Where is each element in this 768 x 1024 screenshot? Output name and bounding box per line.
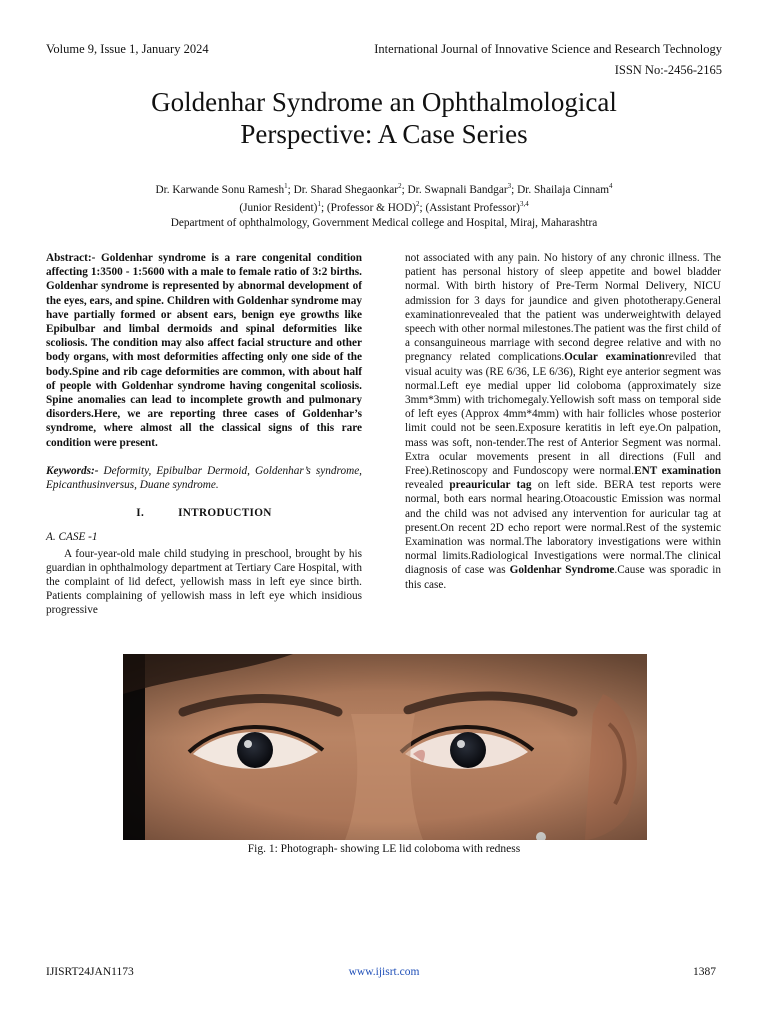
section-number: I. — [136, 507, 145, 520]
keywords-text: Deformity, Epibulbar Dermoid, Goldenhar’s syndrome, Epicanthusinversus, Duane syndrome. — [46, 464, 362, 492]
author-roles — [0, 197, 768, 215]
author-1: Dr. Karwande Sonu Ramesh — [155, 183, 285, 196]
author-2-sup: 2 — [398, 182, 402, 190]
title-line-2: Perspective: A Case Series — [240, 119, 528, 149]
eye-photo-illustration — [123, 654, 647, 840]
page-number: 1387 — [693, 966, 716, 978]
author-3: ; Dr. Swapnali Bandgar — [401, 183, 508, 196]
issn: ISSN No:-2456-2165 — [614, 63, 722, 77]
department: Department of ophthalmology, Government Medical college and Hospital, Miraj, Maharashtra — [170, 216, 598, 229]
rb-p4: on left side. BERA test reports were normal, both ears normal hearing.Otoacoustic Emission was normal and the child was not advised any intervention for auricular tag at present.On recent 2D echo report were normal.Rest of the systemic Examination was normal.The laboratory investigations were within normal limits.Radiological Investigations were normal.The clinical diagnosis of case was — [405, 479, 721, 577]
author-4-sup: 4 — [609, 182, 613, 190]
case-heading: A. CASE -1 — [46, 531, 98, 544]
section-title: INTRODUCTION — [178, 507, 272, 520]
left-column — [46, 251, 362, 618]
keywords — [46, 464, 362, 492]
journal-volume: Volume 9, Issue 1, January 2024 — [46, 42, 209, 56]
abstract: Abstract:- Goldenhar syndrome is a rare congenital condition affecting 1:3500 - 1:5600 with a male to female ratio of 3:2 births. Goldenhar syndrome is represented by abnormal development of the eyes, ears, and spine. Children with Goldenhar syndrome may have partially formed or absent ears, benign eye growths like Epibulbar and limbal dermoids and spinal deformities like scoliosis. The condition may also affect facial structure and other body organs, with most deformities affecting only one side of the body.Spine and rib cage deformities are common, with about half of people with Goldenhar syndrome having congenital scoliosis. Spine anomalies can lead to incomplete growth and pulmonary disorders.Here, we are reporting three cases of Goldenhar’s syndrome, where almost all the classical signs of this rare condition were present. — [46, 252, 362, 449]
rb-b4: Goldenhar Syndrome — [509, 564, 615, 577]
vignette — [123, 654, 647, 840]
article-id: IJISRT24JAN1173 — [46, 966, 134, 978]
author-1-sup: 1 — [284, 182, 288, 190]
rb-p2: reviled that visual acuity was (RE 6/36, LE 6/36), Right eye anterior segment was normal.Left eye medial upper lid coloboma (approximately size 3mm*3mm) with trichomegaly.Yellowish soft mass on temporal side of left eyes (Approx 4mm*4mm) with hair follicles whose posterior limit could not be seen.Exposure keratitis in left eye.On palpation, mass was soft, non-tender.The rest of Anterior Segment was normal. Extra ocular movements present in all directions (Full and Free).Retinoscopy and Fundoscopy were normal. — [405, 351, 721, 478]
right-column — [405, 251, 721, 592]
keywords-label: Keywords:- — [46, 464, 99, 477]
rb-b2: ENT examination — [634, 465, 721, 478]
role-3-sup: 3,4 — [519, 200, 529, 209]
role-1-sup: 1 — [317, 200, 321, 209]
role-1: (Junior Resident) — [239, 202, 318, 215]
author-4: ; Dr. Shailaja Cinnam — [511, 183, 610, 196]
figure-photograph — [123, 654, 647, 840]
author-3-sup: 3 — [507, 182, 512, 190]
author-2: ; Dr. Sharad Shegaonkar — [287, 183, 399, 196]
author-names — [0, 179, 768, 197]
paper-title — [0, 86, 768, 150]
section-heading — [46, 506, 362, 520]
role-2: ; (Professor & HOD) — [320, 202, 417, 215]
author-block — [0, 179, 768, 230]
case-body-right — [405, 251, 721, 592]
rb-p5: .Cause was sporadic in this case. — [405, 564, 721, 591]
journal-url-link[interactable]: www.ijisrt.com — [348, 966, 420, 978]
figure-caption: Fig. 1: Photograph- showing LE lid coloboma with redness — [247, 843, 521, 855]
rb-p1: not associated with any pain. No history of any chronic illness. The patient has personal history of sleep appetite and bowel bladder normal. With birth history of Pre-Term Normal Delivery, NICU admission for 3 days for jaundice and given phototherapy.General examinationrevealed that the patient was underweightwith delayed speech with other normal milestones.The patient was the first child of a consanguineous marriage with second degree relative and with no pregnancy related complications. — [405, 252, 721, 364]
rb-p3: revealed — [405, 479, 450, 492]
rb-b3: preauricular tag — [449, 479, 532, 492]
role-2-sup: 2 — [416, 200, 420, 209]
role-3: ; (Assistant Professor) — [419, 202, 520, 215]
journal-name: International Journal of Innovative Science and Research Technology — [374, 42, 722, 56]
rb-b1: Ocular examination — [564, 351, 665, 364]
case-body-left: A four-year-old male child studying in preschool, brought by his guardian in ophthalmology department at Tertiary Care Hospital, with the complaint of lid defect, yellowish mass in left eye since birth. Patients complaining of yellowish mass in left eye which insidious progressive — [46, 547, 362, 617]
title-line-1: Goldenhar Syndrome an Ophthalmological — [151, 87, 617, 117]
